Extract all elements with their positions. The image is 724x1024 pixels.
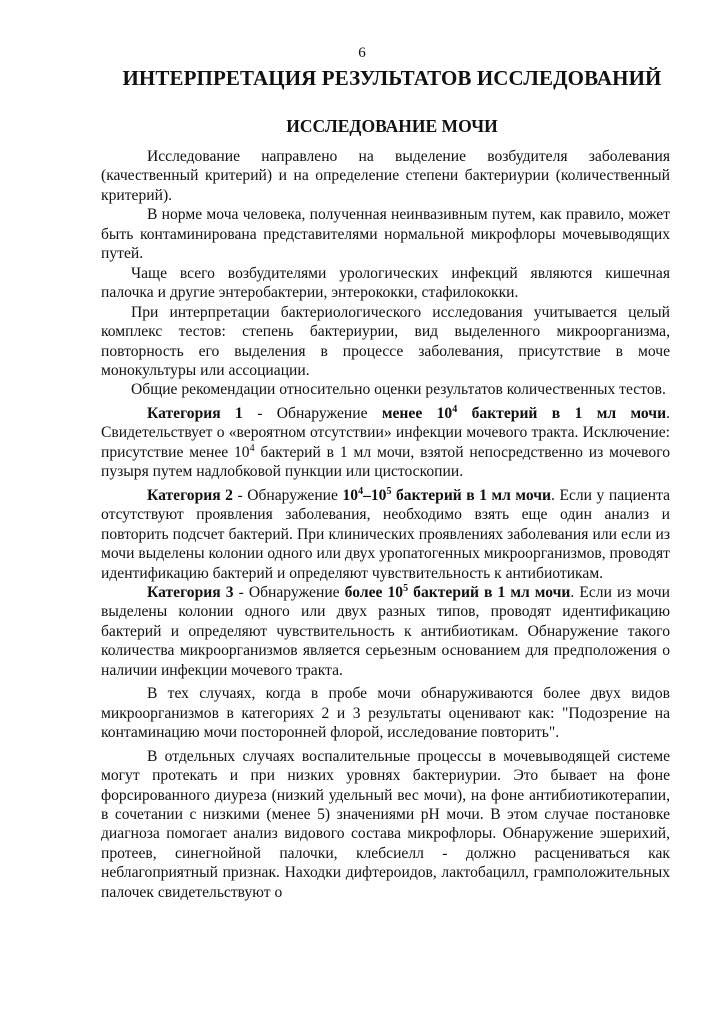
category-1-text: . Свидетельствует о «вероятном отсутствии» инфекции мочевого тракта. Исключение: присутствие менее 10 bbox=[101, 404, 670, 461]
page-number: 6 bbox=[358, 45, 366, 61]
category-3-criterion: более $10^5$ бактерий в 1 мл мочи bbox=[344, 582, 571, 601]
paragraph-recommendations: Общие рекомендации относительно оценки результатов количественных тестов. bbox=[131, 381, 666, 399]
category-1-dash: - Обнаружение bbox=[242, 404, 382, 422]
page-title: ИНТЕРПРЕТАЦИЯ РЕЗУЛЬТАТОВ ИССЛЕДОВАНИЙ bbox=[122, 66, 662, 90]
paragraph-low-bacteriuria: В отдельных случаях воспалительные процессы в мочевыводящей системе могут протекать и при низких уровнях бактериурии. Это бывает на фоне форсированного диуреза (низкий удельный вес мочи), на фоне антибиотикотерапии, в сочетании с низкими (менее 5) значениями pH мочи. В этом случае постановке диагноза помогает анализ видового состава микрофлоры. Обнаружение эшерихий, протеев, синегнойной палочки, клебсиелл - должно расцениваться как неблагоприятный признак. Находки дифтероидов, лактобацилл, грамположительных палочек свидетельствуют о bbox=[101, 747, 670, 901]
section-title: ИССЛЕДОВАНИЕ МОЧИ bbox=[286, 116, 498, 136]
paragraph-contamination: В тех случаях, когда в пробе мочи обнаруживаются более двух видов микроорганизмов в категориях 2 и 3 результаты оценивают как: "Подозрение на контаминацию мочи посторонней флорой, исследование повторить". bbox=[101, 685, 670, 742]
document-body bbox=[101, 147, 670, 902]
paragraph-category-2 bbox=[101, 486, 670, 583]
paragraph-category-3 bbox=[101, 583, 670, 680]
paragraph-pathogens: Чаще всего возбудителями урологических инфекций являются кишечная палочка и другие энтеробактерии, энтерококки, стафилококки. bbox=[101, 264, 670, 302]
paragraph-interpretation: При интерпретации бактериологического исследования учитывается целый комплекс тестов: степень бактериурии, вид выделенного микроорганизма, повторность его выделения в процессе заболевания, присутствие в моче монокультуры или ассоциации. bbox=[101, 303, 670, 379]
category-2-text: . Если у пациента отсутствуют проявления заболевания, необходимо взять еще один анализ и повторить подсчет бактерий. При клинических проявлениях заболевания или если из мочи выделены колонии одного или двух уропатогенных микроорганизмов, проводят идентификацию бактерий и определяют чувствительность к антибиотикам. bbox=[101, 486, 670, 582]
paragraph-norm: В норме моча человека, полученная неинвазивным путем, как правило, может быть контаминирована представителями нормальной микрофлоры мочевыводящих путей. bbox=[101, 206, 670, 263]
paragraph-category-1 bbox=[101, 404, 670, 482]
category-1-label: Категория 1 bbox=[147, 404, 243, 422]
category-3-label: Категория 3 bbox=[147, 583, 234, 601]
category-3-text: . Если из мочи выделены колонии одного или двух разных типов, проводят идентификацию бактерий и определяют чувствительность к антибиотикам. Обнаружение такого количества микроорганизмов является серьезным основанием для предположения о наличии инфекции мочевого тракта. bbox=[101, 583, 670, 679]
paragraph-purpose: Исследование направлено на выделение возбудителя заболевания (качественный критерий) и на определение степени бактериурии (количественный критерий). bbox=[101, 148, 670, 204]
category-2-label: Категория 2 bbox=[147, 486, 233, 504]
category-2-dash: - Обнаружение bbox=[232, 486, 343, 504]
category-1-exponent: 4 bbox=[249, 442, 255, 454]
category-1-text-end: бактерий в 1 мл мочи, взятой непосредственно из мочевого пузыря путем надлобковой пункции или цистоскопии. bbox=[101, 443, 670, 481]
category-3-dash: - Обнаружение bbox=[233, 583, 345, 601]
category-1-criterion: менее $10^4$ бактерий в 1 мл мочи bbox=[381, 403, 667, 422]
category-2-criterion: $10^4-10^5$ бактерий в 1 мл мочи bbox=[342, 485, 552, 504]
